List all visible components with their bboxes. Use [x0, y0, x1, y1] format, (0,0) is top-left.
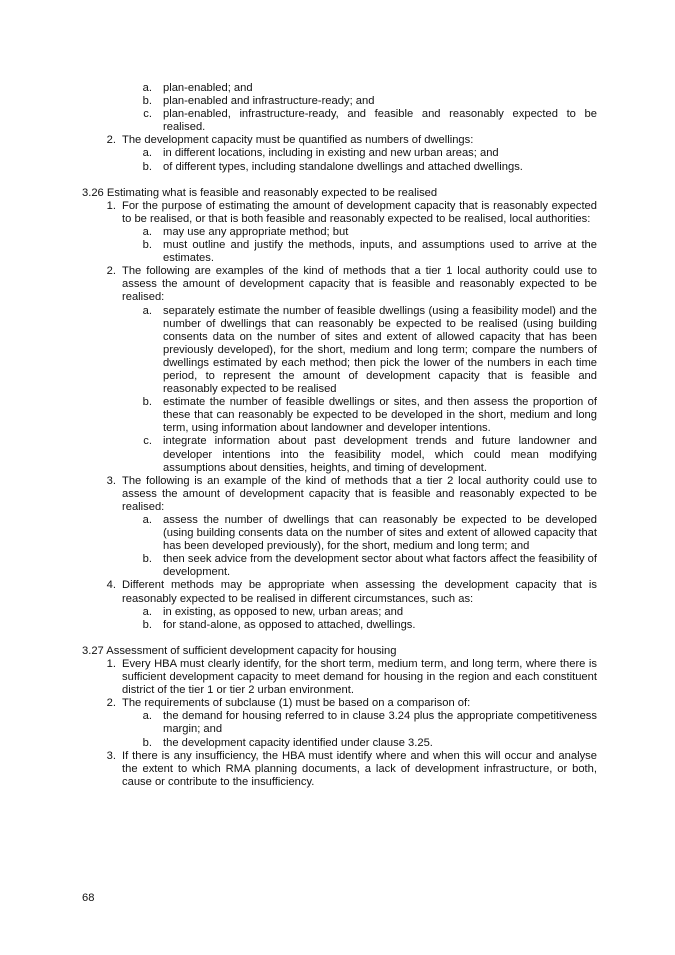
list-marker: b. — [142, 160, 152, 173]
section-heading: 3.27 Assessment of sufficient development capacity for housing — [82, 644, 397, 657]
lettered-subclause — [82, 514, 597, 553]
list-marker: 2. — [106, 134, 116, 147]
clause-text: estimate the number of feasible dwellings or sites, and then assess the proportion of these that can reasonably be expected to be developed in the short, medium and long term, using information about landowner and developer intentions. — [163, 396, 597, 435]
clause-text: the demand for housing referred to in clause 3.24 plus the appropriate competitiveness margin; and — [163, 710, 597, 736]
clause-text: in different locations, including in existing and new urban areas; and — [163, 147, 499, 160]
numbered-clause — [82, 265, 597, 304]
clause-text: The requirements of subclause (1) must be based on a comparison of: — [122, 697, 471, 710]
list-marker: a. — [142, 304, 152, 317]
clause-text: Every HBA must clearly identify, for the short term, medium term, and long term, where there is sufficient development capacity to meet demand for housing in the region and each constituent district of the tier 1 or tier 2 urban environment. — [122, 657, 597, 697]
lettered-subclause — [82, 396, 597, 435]
lettered-subclause — [82, 147, 597, 160]
lettered-subclause — [82, 619, 597, 632]
list-marker: c. — [143, 435, 152, 448]
clause-text: separately estimate the number of feasible dwellings (using a feasibility model) and the number of dwellings that can reasonably be expected to be realised (using building consents data on the number of sites and extent of allowed capacity that has been previously developed), for the short, medium and long term; compare the numbers of dwellings estimated by each method; then pick the lower of the numbers in each time period, to represent the amount of development capacity that is feasible and reasonably expected to be realised — [163, 304, 597, 396]
clause-text: The following are examples of the kind of methods that a tier 1 local authority could use to assess the amount of development capacity that is feasible and reasonably expected to be realised: — [122, 265, 597, 304]
list-marker: b. — [142, 553, 152, 566]
clause-text: assess the number of dwellings that can reasonably be expected to be developed (using building consents data on the number of sites and extent of allowed capacity that has been developed previously), for the short, medium and long term; and — [163, 514, 597, 553]
clause-text: in existing, as opposed to new, urban areas; and — [163, 605, 404, 618]
lettered-subclause — [82, 305, 597, 397]
lettered-subclause — [82, 435, 597, 474]
clause-text: For the purpose of estimating the amount of development capacity that is reasonably expected to be realised, or that is both feasible and reasonably expected to be realised, local authorities: — [122, 199, 597, 225]
section-heading: 3.26 Estimating what is feasible and reasonably expected to be realised — [82, 186, 438, 199]
list-marker: a. — [142, 710, 152, 723]
lettered-subclause — [82, 710, 597, 736]
clause-text: plan-enabled; and — [163, 82, 253, 94]
clause-text: of different types, including standalone dwellings and attached dwellings. — [163, 160, 523, 173]
clause-text: the development capacity identified under clause 3.25. — [163, 736, 433, 749]
list-marker: c. — [143, 108, 152, 121]
list-marker: b. — [142, 618, 152, 631]
clause-text: plan-enabled, infrastructure-ready, and feasible and reasonably expected to be realised. — [163, 108, 597, 134]
list-marker: a. — [142, 225, 152, 238]
list-marker: a. — [142, 605, 152, 618]
list-marker: 2. — [106, 697, 116, 710]
list-marker: a. — [142, 514, 152, 526]
list-marker: b. — [142, 396, 152, 409]
list-marker: 2. — [106, 265, 116, 278]
page-number: 68 — [82, 892, 95, 904]
numbered-clause — [82, 579, 597, 605]
list-marker: b. — [142, 736, 152, 749]
lettered-subclause — [82, 553, 597, 579]
lettered-subclause — [82, 82, 597, 95]
lettered-subclause — [82, 606, 597, 619]
list-marker: 4. — [106, 579, 116, 592]
clause-text: The development capacity must be quantified as numbers of dwellings: — [122, 134, 474, 147]
list-marker: b. — [142, 95, 152, 108]
clause-text: must outline and justify the methods, inputs, and assumptions used to arrive at the estimates. — [163, 239, 597, 265]
document-body — [82, 82, 597, 789]
list-marker: 1. — [106, 199, 116, 212]
list-marker: b. — [142, 239, 152, 252]
numbered-clause — [82, 750, 597, 789]
lettered-subclause — [82, 239, 597, 265]
numbered-clause — [82, 475, 597, 514]
numbered-clause — [82, 697, 597, 710]
clause-text: The following is an example of the kind of methods that a tier 2 local authority could use to assess the amount of development capacity that is feasible and reasonably expected to be realised: — [122, 474, 597, 513]
numbered-clause — [82, 134, 597, 147]
numbered-clause — [82, 658, 597, 697]
clause-text: plan-enabled and infrastructure-ready; and — [163, 95, 375, 108]
clause-text: If there is any insufficiency, the HBA must identify where and when this will occur and analyse the extent to which RMA planning documents, a lack of development infrastructure, or both, cause or contribute to the insufficiency. — [122, 749, 597, 788]
list-marker: 3. — [106, 749, 116, 762]
list-marker: 1. — [106, 657, 116, 670]
list-marker: a. — [142, 82, 152, 94]
lettered-subclause — [82, 737, 597, 750]
list-marker: a. — [142, 147, 152, 160]
lettered-subclause — [82, 226, 597, 239]
clause-text: for stand-alone, as opposed to attached, dwellings. — [163, 618, 416, 631]
clause-text: integrate information about past development trends and future landowner and developer intentions into the feasibility model, which could mean modifying assumptions about densities, heights, and timing of development. — [163, 435, 597, 474]
lettered-subclause — [82, 161, 597, 174]
lettered-subclause — [82, 108, 597, 134]
lettered-subclause — [82, 95, 597, 108]
clause-text: Different methods may be appropriate when assessing the development capacity that is reasonably expected to be realised in different circumstances, such as: — [122, 579, 597, 605]
list-marker: 3. — [106, 474, 116, 487]
clause-text: may use any appropriate method; but — [163, 225, 349, 238]
clause-text: then seek advice from the development sector about what factors affect the feasibility of development. — [163, 553, 597, 579]
numbered-clause — [82, 200, 597, 226]
